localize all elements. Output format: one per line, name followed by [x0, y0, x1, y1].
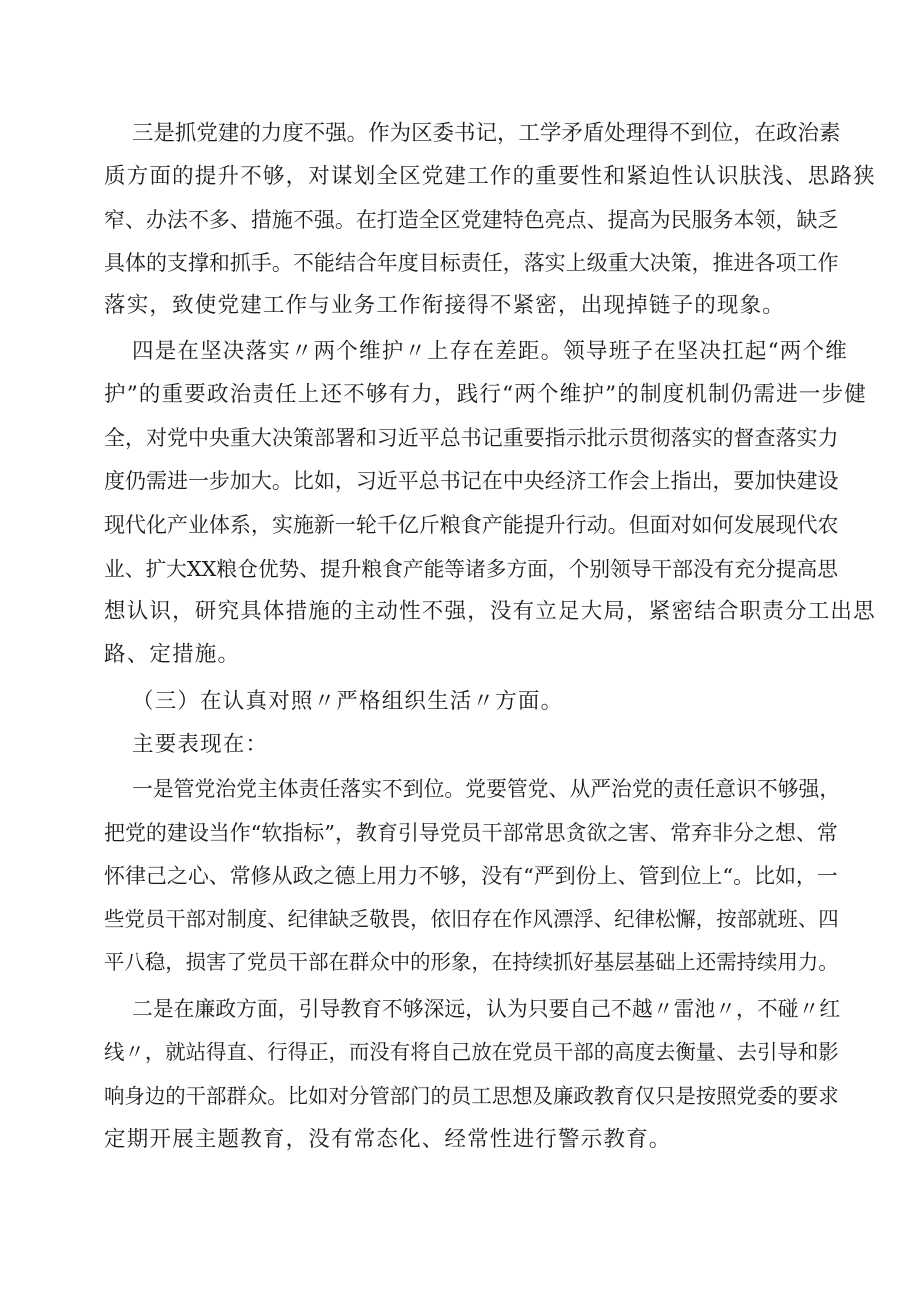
text-line: 四是在坚决落实〃两个维护〃上存在差距。领导班子在坚决扛起“两个维 — [132, 339, 848, 364]
text-line: 些党员干部对制度、纪律缺乏敬畏，依旧存在作风漂浮、纪律松懈，按部就班、四 — [104, 907, 839, 931]
text-line: 具体的支撑和抓手。不能结合年度目标责任，落实上级重大决策，推进各项工作 — [104, 251, 839, 275]
text-line: 把党的建设当作“软指标”，教育引导党员干部常思贪欲之害、常弃非分之想、常 — [104, 821, 838, 845]
text-line: 护”的重要政治责任上还不够有力，践行“两个维护”的制度机制仍需进一步健 — [104, 382, 867, 407]
main-manifestations-label: 主要表现在： — [132, 732, 269, 757]
text-line: 现代化产业体系，实施新一轮千亿斤粮食产能提升行动。但面对如何发展现代农 — [104, 513, 839, 537]
section-heading-three: （三）在认真对照〃严格组织生活〃方面。 — [132, 689, 564, 714]
text-line: 二是在廉政方面，引导教育不够深远，认为只要自己不越〃雷池〃，不碰〃红 — [132, 997, 841, 1021]
text-line: 三是抓党建的力度不强。作为区委书记，工学矛盾处理得不到位，在政治素 — [132, 121, 841, 146]
text-line: 一是管党治党主体责任落实不到位。党要管党、从严治党的责任意识不够强， — [132, 777, 841, 801]
text-line: 窄、办法不多、措施不强。在打造全区党建特色亮点、提高为民服务本领，缺乏 — [104, 208, 839, 232]
text-line: 想认识，研究具体措施的主动性不强，没有立足大局，紧密结合职责分工出思 — [104, 599, 876, 624]
text-line: 路、定措施。 — [104, 642, 241, 667]
text-line: 质方面的提升不够，对谋划全区党建工作的重要性和紧迫性认识肤浅、思路狭 — [104, 164, 876, 189]
text-line: 响身边的干部群众。比如对分管部门的员工思想及廉政教育仅只是按照党委的要求 — [104, 1084, 839, 1108]
text-line: 平八稳，损害了党员干部在群众中的形象，在持续抓好基层基础上还需持续用力。 — [104, 950, 839, 974]
text-line: 业、扩大XX粮仓优势、提升粮食产能等诸多方面，个别领导干部没有充分提高思 — [104, 557, 838, 581]
text-line: 全，对党中央重大决策部署和习近平总书记重要指示批示贯彻落实的督查落实力 — [104, 426, 839, 450]
text-line: 度仍需进一步加大。比如，习近平总书记在中央经济工作会上指出，要加快建设 — [104, 469, 839, 493]
text-line: 怀律己之心、常修从政之德上用力不够，没有“严到份上、管到位上“。比如，一 — [104, 864, 838, 888]
text-line: 线〃，就站得直、行得正，而没有将自己放在党员干部的高度去衡量、去引导和影 — [104, 1040, 839, 1064]
text-line: 定期开展主题教育，没有常态化、经常性进行警示教育。 — [104, 1127, 672, 1152]
text-line: 落实，致使党建工作与业务工作衔接得不紧密，出现掉链子的现象。 — [104, 293, 786, 318]
